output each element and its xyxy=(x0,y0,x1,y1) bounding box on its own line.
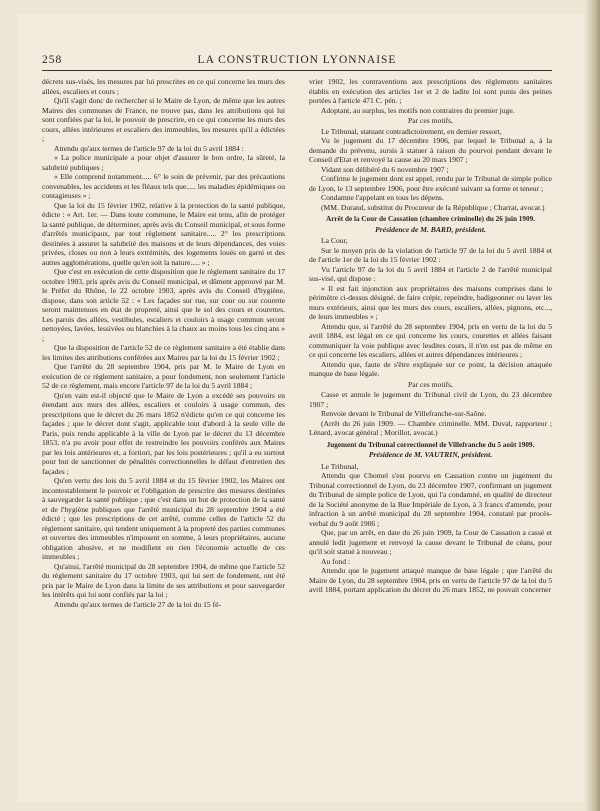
paragraph: Que, par un arrêt, en date du 26 juin 1909, la Cour de Cassation a cassé et annulé ledit jugement et renvoyé la cause devant le Tribunal de céans, pour qu'il soit statué à nouveau ; xyxy=(309,528,552,556)
section-headline: Arrêt de la Cour de Cassation (chambre criminelle) du 26 juin 1909. xyxy=(326,215,535,223)
book-spine-shadow xyxy=(586,0,600,811)
paragraph: Par ces motifs, xyxy=(408,379,453,389)
paragraph: Vu le jugement du 17 décembre 1906, par lequel le Tribunal a, à la demande du prévenu, sursis à statuer à raison du pourvoi pendant devant le Conseil d'Etat et renvoyé la cause au 20 mars 1907 ; xyxy=(309,136,552,164)
paragraph: Attendu qu'aux termes de l'article 27 de la loi du 15 fé- xyxy=(54,599,222,609)
paragraph: Confirme le jugement dont est appel, rendu par le Tribunal de simple police de Lyon, le 13 septembre 1906, pour être exécuté suivant sa forme et teneur ; xyxy=(309,174,552,193)
header-rule xyxy=(42,70,552,71)
paragraph: (MM. Durand, substitut du Procureur de la République ; Charrat, avocat.) xyxy=(321,202,545,212)
page-header xyxy=(42,54,552,68)
paragraph: Par ces motifs, xyxy=(408,116,453,125)
paragraph: « La police municipale a pour objet d'assurer le bon ordre, la sûreté, la salubrité publiques ; xyxy=(42,153,285,172)
paragraph: Que c'est en exécution de cette disposition que le règlement sanitaire du 17 octobre 1903, pris après avis du Conseil municipal, et dûment approuvé par M. le Préfet du Rhône, le 22 octobre 1903, après avis du Conseil d'hygiène, dispose, dans son article 52 : « Les façades sur rue, sur cour ou sur courette seront maintenues en état de propreté, ainsi que le sol des cours et courettes. Les parois des allées, vestibules, escaliers et couloirs à usage commun seront nettoyées, lavées, lessivées ou blanchies à la chaux au moins tous les cinq ans » ; xyxy=(42,267,285,343)
paragraph: Que l'arrêté du 28 septembre 1904, pris par M. le Maire de Lyon en exécution de ce règlement sanitaire, a pour fondement, non seulement l'article 52 de ce règlement, mais encore l'article 97 de la loi du 5 avril 1884 ; xyxy=(42,362,285,390)
paragraph: Qu'en vertu des lois du 5 avril 1884 et du 15 février 1902, les Maires ont incontestablement le pouvoir et l'obligation de prescrire des mesures destinées à sauvegarder la santé publique ; que c'est dans un but de protection de la santé et de l'hygiène publiques que l'arrêté municipal du 28 septembre 1904 a été édicté ; que les prescriptions de cet arrêté, comme celles de l'article 52 du règlement sanitaire, qui tendent uniquement à la propreté des parties communes et ouvertes des immeubles n'imposent en somme, à leurs propriétaires, aucune obligation abusive, et ne modifient en rien l'économie actuelle de ces immeubles ; xyxy=(42,476,285,561)
paragraph: décrets sus-visés, les mesures par lui prescrites en ce qui concerne les murs des allées, escaliers et cours ; xyxy=(42,77,285,96)
paragraph: Adoptant, au surplus, les motifs non contraires du premier juge. xyxy=(321,105,515,115)
paragraph: (Arrêt du 26 juin 1909. — Chambre criminelle. MM. Duval, rapporteur ; Lénard, avocat général ; Morillot, avocat.) xyxy=(309,418,552,437)
section-presidence: Présidence de M. BARD, président. xyxy=(375,224,486,234)
paragraph: Vidant son délibéré du 6 novembre 1907 ; xyxy=(321,164,449,174)
right-column xyxy=(309,77,552,797)
section-presidence: Présidence de M. VAUTRIN, président. xyxy=(368,450,493,459)
paragraph: vrier 1902, les contraventions aux prescriptions des règlements sanitaires établis en exécution des articles 1er et 2 de ladite loi sont punis des peines portées à l'article 471 C. pén. ; xyxy=(309,77,552,105)
paragraph: Au fond : xyxy=(321,556,351,566)
paragraph: Qu'ainsi, l'arrêté municipal du 28 septembre 1904, de même que l'article 52 du règlement sanitaire du 17 octobre 1903, qui lui sert de fondement, ont été pris par le Maire de Lyon dans la limite de ses attributions et pour sauvegarder les intérêts qui lui sont confiés par la loi ; xyxy=(42,561,285,599)
left-column xyxy=(42,77,285,797)
court-opening: La Cour, xyxy=(321,236,348,245)
paragraph: Attendu que le jugement attaqué manque de base légale ; que l'arrêté du Maire de Lyon, du 28 septembre 1904, pris en vertu de l'article 97 de la loi du 5 avril 1884, portant application du décret du 26 mars 1852, ne pouvait concerner xyxy=(309,566,552,594)
paragraph: Que la loi du 15 février 1902, relative à la protection de la santé publique, édicte : « Art. 1er. — Dans toute commune, le Maire est tenu, afin de protéger la santé publique, de déterminer, après avis du Conseil municipal, et sous forme d'arrêtés municipaux, par tout règlement sanitaire..... 2° les prescriptions destinées à assurer la salubrité des maisons et de leurs dépendances, des voies privées, closes ou non à leurs extrémités, des logements loués en garni et des autres agglomérations, quelle qu'en soit la nature..... » ; xyxy=(42,200,285,267)
running-title: LA CONSTRUCTION LYONNAISE xyxy=(197,54,397,66)
section-headline: Jugement du Tribunal correctionnel de Villefranche du 5 août 1909. xyxy=(326,440,535,449)
paragraph: Condamne l'appelant en tous les dépens. xyxy=(321,193,444,202)
paragraph: Attendu qu'aux termes de l'article 97 de la loi du 5 avril 1884 : xyxy=(54,143,244,153)
paragraph: Que la disposition de l'article 52 de ce règlement sanitaire a été établie dans les limites des attributions conférées aux Maires par la loi du 15 février 1902 ; xyxy=(42,343,285,362)
paragraph: Attendu que, si l'arrêté du 28 septembre 1904, pris en vertu de la loi du 5 avril 1884, est légal en ce qui concerne les cours, courettes et allées faisant communiquer la voie publique avec lesdites cours, il n'en est pas de même en ce qui concerne les escaliers, allées et autres dépendances intérieures ; xyxy=(309,321,552,359)
paragraph: Attendu que Chomel s'est pourvu en Cassation contre un jugement du Tribunal correctionnel de Lyon, du 23 décembre 1907, confirmant un jugement du Tribunal de simple police de Lyon, qui l'a condamné, en qualité de directeur de la Société anonyme de la Rue Impériale de Lyon, à 3 francs d'amende, pour infraction à un arrêté municipal du 28 septembre 1904, constaté par procès-verbal du 9 août 1906 ; xyxy=(309,471,552,528)
paragraph: Attendu que, faute de s'être expliquée sur ce point, la décision attaquée manque de base légale. xyxy=(309,359,552,378)
paragraph: Casse et annule le jugement du Tribunal civil de Lyon, du 23 décembre 1907 ; xyxy=(309,390,552,409)
page-number: 258 xyxy=(42,54,63,66)
paragraph: Vu l'article 97 de la loi du 5 avril 1884 et l'article 2 de l'arrêté municipal sus-visé, qui dispose : xyxy=(309,264,552,283)
paragraph: Le Tribunal, statuant contradictoirement, en dernier ressort, xyxy=(321,126,502,136)
court-opening: Le Tribunal, xyxy=(321,461,359,471)
paragraph: Qu'en vain est-il objecté que le Maire de Lyon a excédé ses pouvoirs en étendant aux murs des allées, escaliers et couloirs à usage commun, des prescriptions que le décret du 26 mars 1852 n'édicte qu'en ce qui concerne les façades ; que le décret dont s'agit, applicable tout d'abord à la seule ville de Paris, puis rendu applicable à la ville de Lyon par le décret du 13 décembre 1853, n'a pu avoir pour effet de restreindre les pouvoirs conférés aux Maires par les lois antérieures et, a fortiori, par les lois postérieures ; qu'il a eu surtout pour but de sanctionner de pénalités correctionnelles le défaut d'entretien des façades ; xyxy=(42,390,285,476)
paragraph: Renvoie devant le Tribunal de Villefranche-sur-Saône. xyxy=(321,409,487,418)
paragraph: Sur le moyen pris de la violation de l'article 97 de la loi du 5 avril 1884 et de l'article 1er de la loi du 15 février 1902 : xyxy=(309,245,552,264)
paragraph: « Elle comprend notamment..... 6° le soin de prévenir, par des précautions convenables, les accidents et les fléaux tels que..... les maladies épidémiques ou contagieuses » ; xyxy=(42,172,285,200)
paragraph: « Il est fait injonction aux propriétaires des maisons comprises dans le périmètre ci-dessus désigné, de faire crépir, repeindre, badigeonner ou laver les murs extérieurs, ainsi que les murs des cours, escaliers, allées, pignons, etc..., de leurs immeubles » ; xyxy=(309,283,552,321)
paragraph: Qu'il s'agit donc de rechercher si le Maire de Lyon, de même que les autres Maires des communes de France, ne trouve pas, dans les attributions qui lui sont confiées par la loi, le pouvoir de prescrire, en ce qui concerne les murs des cours, allées intérieures et escaliers des immeubles, les mesures qu'il a édictées ; xyxy=(42,96,285,143)
